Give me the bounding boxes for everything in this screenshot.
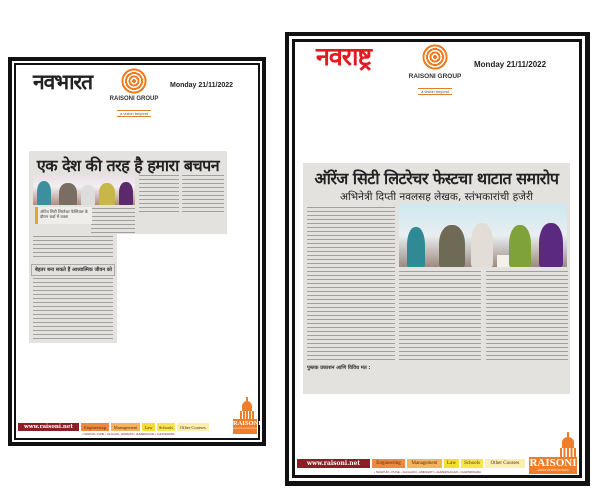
course-tag-other[interactable]: Other Courses	[177, 423, 209, 431]
article-navrashtra	[303, 163, 570, 394]
swirl-logo-icon	[421, 43, 449, 71]
raisoni-brand-block	[529, 457, 577, 474]
article-text-column	[139, 175, 179, 213]
dome-icon	[562, 437, 574, 448]
logo-group-name: RAISONI GROUP	[408, 73, 462, 80]
course-tag-schools[interactable]: Schools	[158, 424, 174, 430]
dome-icon	[560, 448, 576, 457]
brand-name: RAISONI	[529, 457, 577, 469]
clipping-date: Monday 21/11/2022	[170, 82, 234, 89]
photo-person	[471, 223, 493, 267]
photo-person	[119, 182, 133, 205]
article-text-column	[399, 271, 481, 363]
course-tag-engineering[interactable]: Engineering	[372, 459, 405, 468]
article-text-column	[33, 278, 113, 292]
campus-cities: • NAGPUR • PUNE • JALGAON • AMRAVATI • AHMEDNAGAR • CHHINDWARA	[374, 470, 482, 474]
photo-person	[59, 183, 77, 205]
box-heading-frame	[31, 264, 115, 276]
article-text-column	[33, 294, 113, 340]
brand-subtitle: GROUP OF INSTITUTIONS	[537, 469, 569, 472]
brand-subtitle: GROUP OF INSTITUTIONS	[233, 428, 257, 430]
masthead-navbharat: नवभारत	[33, 70, 93, 94]
dome-icon	[567, 432, 569, 438]
logo-tagline: a vision beyond	[117, 110, 151, 117]
box-heading: बेहतर बना सकते हैं आध्यात्मिक जीवन को	[35, 267, 112, 273]
article-headline: एक देश की तरह है हमारा बचपन	[36, 156, 220, 175]
box-heading: पुस्तक प्रकाशन आणि विविध मत :	[307, 365, 371, 371]
course-tag-other[interactable]: Other Courses	[485, 459, 525, 468]
photo-caption-box	[35, 207, 92, 224]
website-link[interactable]: www.raisoni.net	[297, 459, 370, 468]
photo-person	[81, 185, 95, 205]
photo-person	[99, 183, 115, 205]
article-text-column	[307, 207, 395, 363]
photo-caption: ऑरेंज सिटी लिटरेचर फेस्टिवल के दौरान चर्चा में वक्ता	[40, 209, 88, 219]
article-photo	[399, 204, 567, 267]
article-navbharat-continued	[29, 234, 117, 292]
course-tag-engineering[interactable]: Engineering	[81, 423, 109, 431]
brand-name: RAISONI	[233, 420, 261, 427]
article-text-column	[91, 208, 135, 234]
dome-icon	[242, 401, 252, 411]
footer-bar	[18, 423, 209, 431]
masthead-navrashtra: नवराष्ट्र	[316, 42, 372, 71]
logo-tagline: a vision beyond	[418, 88, 452, 95]
website-link[interactable]: www.raisoni.net	[18, 423, 79, 431]
article-text-column	[486, 271, 568, 363]
clipping-date: Monday 21/11/2022	[474, 60, 547, 69]
raisoni-logo	[108, 68, 160, 120]
course-tag-law[interactable]: Law	[142, 423, 155, 431]
article-text-column	[182, 175, 224, 213]
article-headline: ऑरेंज सिटी लिटरेचर फेस्टचा थाटात समारोप	[314, 169, 559, 188]
photo-person	[439, 225, 465, 267]
campus-cities: • NAGPUR • PUNE • JALGAON • AMRAVATI • AHMEDNAGAR • CHHINDWARA	[82, 433, 175, 436]
dome-icon	[240, 411, 254, 419]
article-text-column	[33, 236, 113, 258]
photo-person	[539, 223, 563, 267]
footer-bar	[297, 459, 525, 468]
article-subheadline: अभिनेत्री दिप्ती नवलसह लेखक, स्तंभकारांची हजेरी	[340, 191, 533, 203]
course-tag-management[interactable]: Management	[407, 459, 442, 468]
article-navbharat-body	[29, 292, 117, 343]
photo-person	[509, 225, 531, 267]
course-tag-schools[interactable]: Schools	[461, 459, 483, 468]
swirl-logo-icon	[121, 68, 147, 94]
photo-person	[407, 227, 425, 267]
course-tag-management[interactable]: Management	[111, 423, 140, 431]
article-photo	[33, 175, 135, 205]
dome-icon	[246, 397, 248, 402]
photo-person	[37, 181, 51, 205]
logo-group-name: RAISONI GROUP	[109, 96, 159, 102]
course-tag-law[interactable]: Law	[444, 459, 459, 468]
raisoni-logo	[404, 43, 466, 98]
article-navbharat	[29, 151, 227, 234]
raisoni-brand-block	[233, 419, 261, 434]
